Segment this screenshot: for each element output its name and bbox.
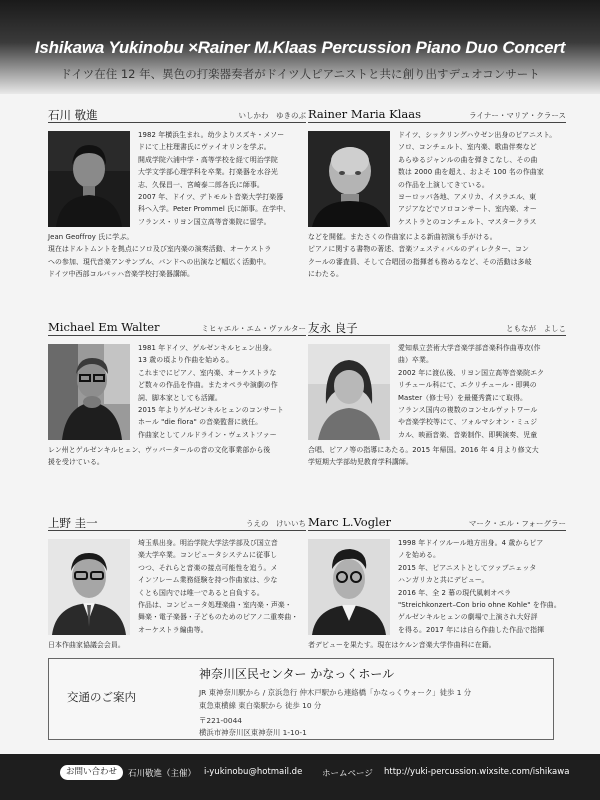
access-box (48, 658, 554, 740)
bio-line: の作品を上演してきている。 (398, 180, 489, 189)
bio-line: 2015 年よりゲルゼンキルヒェンのコンサート (138, 406, 284, 415)
profile-photo (48, 131, 130, 227)
bio-line: フランス・リヨン国立高等音楽院に留学。 (138, 217, 271, 226)
bio-line: 合唱、ピアノ等の指導にあたる。2015 年帰国。2016 年 4 月より修文大 (308, 446, 539, 454)
bio-line: ドイツ、シックリングハウゼン出身のピアニスト。 (398, 131, 557, 139)
bio-line: 2016 年、全 2 幕の現代風刺オペラ (398, 588, 512, 597)
profile-bio-top (398, 342, 566, 441)
access-route-2: 東急東横線 東白楽駅から 徒歩 10 分 (199, 701, 322, 710)
bio-line: つつ、それらと音楽の接点可能性を追う。メ (138, 563, 278, 572)
profile-photo (308, 539, 390, 635)
postal-code: 〒221-0044 (199, 716, 242, 725)
profile-bio-bottom (308, 444, 566, 469)
profile-name: Rainer Maria Klaas (308, 107, 422, 121)
bio-line: リチュール科にて、エクリチュール・即興の (398, 381, 537, 390)
bio-line: 開成学院六浦中学・高等学校を経て明治学院 (138, 155, 278, 164)
bio-line: にわたる。 (308, 270, 343, 279)
bio-line: ヨーロッパ各地、アメリカ、イスラエル、東 (398, 193, 537, 202)
profile-4 (308, 320, 566, 467)
profile-name: Michael Em Walter (48, 320, 160, 334)
bio-line: フランス国内の複数のコンセルヴァトワール (398, 406, 538, 415)
bio-line: ドイツ中西部コルバッハ音楽学校打楽器講師。 (48, 270, 194, 279)
profile-bio-top (138, 537, 306, 636)
profile-1 (48, 107, 306, 279)
bio-line: ドにて上柱理書氏にヴァイオリンを学ぶ。 (138, 143, 271, 152)
profile-header (48, 107, 306, 123)
contact-badge: お問い合わせ (60, 765, 123, 780)
profile-reading: ともなが よしこ (506, 324, 566, 333)
venue-address: 横浜市神奈川区東神奈川 1-10-1 (199, 728, 307, 737)
bio-line: くとも国内では唯一であると自負する。 (138, 588, 264, 597)
bio-line: アジアなどでソロコンサート、室内楽、オー (398, 205, 537, 214)
profile-bio-top (138, 129, 306, 228)
bio-line: 2002 年に渡仏後、リヨン国立高等音楽院エク (398, 368, 545, 377)
bio-line: ど数々の作品を作曲。またオペラや演劇の作 (138, 381, 278, 390)
bio-line: や音楽学校等にて、フォルマシオン・ミュジ (398, 418, 538, 427)
bio-line: 愛知県立芸術大学音楽学部音楽科作曲専攻(作 (398, 344, 541, 352)
bio-line: 舞楽・電子楽器・子どものためのピアノ二重奏曲・ (138, 613, 299, 622)
bio-line: レン州とゲルゼンキルヒェン、ヴッパータールの音の文化事業部から後 (48, 446, 271, 454)
bio-line: クールの審査員、そして合唱団の指揮者も務めるなど、その活動は多岐 (308, 257, 532, 266)
bio-line: への参加、現代音楽アンサンブル、バンドへの出演など幅広く活動中。 (48, 257, 271, 266)
profile-reading: ライナー・マリア・クラース (469, 111, 566, 120)
bio-line: などを開催。またさくの作曲家による新曲初演も手がける。 (308, 233, 497, 241)
bio-line: カル、映画音楽、音楽制作、即興演奏、児童 (398, 430, 538, 439)
bio-line: インフレーム業務経験を持つ作曲家は、少な (138, 576, 278, 585)
profile-bio-bottom (48, 444, 306, 469)
bio-line: 科へ入学。Peter Prommel 氏に師事。在学中、 (138, 205, 291, 214)
bio-line: 1998 年ドイツルール地方出身。4 歳からピア (398, 539, 544, 547)
profile-5 (48, 515, 306, 649)
homepage-label: ホームページ (322, 769, 373, 779)
bio-line: 曲）卒業。 (398, 356, 433, 365)
bio-line: 者デビューを果たす。現在はケルン音楽大学作曲科に在籍。 (308, 641, 496, 649)
contact-name: 石川敬進（主催） (128, 769, 197, 779)
bio-line: 2007 年、ドイツ、デトモルト音楽大学打楽器 (138, 193, 284, 202)
profile-reading: いしかわ ゆきのぶ (238, 111, 306, 120)
bio-line: 学短期大学部幼児教育学科講師。 (308, 458, 413, 467)
bio-line: 1981 年ドイツ、ゲルゼンキルヒェン出身。 (138, 344, 277, 352)
bio-line: 詞、脚本家としても活躍。 (138, 393, 222, 402)
bio-line: 数は 2000 曲を超え、およそ 100 名の作曲家 (398, 168, 544, 177)
bio-line: 13 歳の頃より作曲を始める。 (138, 356, 234, 365)
profile-header (308, 320, 566, 336)
bio-line: オーケストラ編曲等。 (138, 625, 208, 634)
contact-email-link[interactable]: i-yukinobu@hotmail.de (204, 767, 303, 777)
profile-name: 友永 良子 (308, 321, 358, 335)
profile-header (48, 320, 306, 336)
header-banner (0, 0, 600, 94)
profile-6 (308, 515, 566, 649)
profile-header (308, 515, 566, 531)
bio-line: Master（修士号）を最優秀賞にて取得。 (398, 393, 527, 402)
bio-line: ホール "die flora" の音楽監督に就任。 (138, 418, 263, 427)
bio-line: 援を受けている。 (48, 458, 104, 467)
concert-title: Ishikawa Yukinobu ×Rainer M.Klaas Percussion Piano Duo Concert (34, 38, 566, 57)
homepage-link[interactable]: http://yuki-percussion.wixsite.com/ishikawa (384, 767, 570, 777)
bio-line: を得る。2017 年には自ら作曲した作品で指揮 (398, 625, 545, 634)
profile-reading: ミヒャエル・エム・ヴァルター (201, 324, 306, 333)
profile-bio-top (398, 537, 566, 636)
profile-name: Marc L.Vogler (308, 515, 392, 529)
bio-line: 2015 年、ピアニストとしてツァブニェッタ (398, 563, 537, 572)
bio-line: 志、久保昌一、宮崎泰二郎各氏に師事。 (138, 180, 264, 189)
bio-line: ケストラとのコンチェルト、マスタークラス (398, 217, 537, 226)
bio-line: あらゆるジャンルの曲を弾きこなし、その曲 (398, 155, 538, 164)
bio-line: これまでにピアノ、室内楽、オーケストラな (138, 368, 277, 377)
profile-bio-bottom (308, 231, 566, 281)
bio-line: 現在はドルトムントを拠点にソロ及び室内楽の演奏活動、オーケストラ (48, 245, 272, 254)
profile-bio-top (138, 342, 306, 441)
bio-line: 日本作曲家協議会会員。 (48, 641, 125, 649)
bio-line: 埼玉県出身。明治学院大学法学部及び国立音 (138, 539, 278, 547)
bio-line: ソロ、コンチェルト、室内楽、歌曲伴奏など (398, 143, 537, 152)
access-route-1: JR 東神奈川駅から / 京浜急行 仲木戸駅から連絡橋「かなっくウォーク」徒歩 1 分 (199, 688, 472, 697)
profile-3 (48, 320, 306, 467)
profile-photo (308, 344, 390, 440)
access-label: 交通のご案内 (67, 690, 136, 704)
bio-line: ハンガリカと共にデビュー。 (398, 576, 489, 585)
profile-name: 上野 圭一 (48, 516, 98, 530)
bio-line: 1982 年横浜生まれ。幼少よりスズキ・メソー (138, 131, 285, 139)
bio-line: 作品は、コンピュータ処理楽曲・室内楽・声楽・ (138, 601, 292, 610)
profile-bio-bottom (48, 639, 306, 651)
profile-photo (48, 539, 130, 635)
profile-bio-bottom (308, 639, 566, 651)
venue-name: 神奈川区民センター かなっくホール (199, 667, 395, 681)
profile-bio-top (398, 129, 566, 228)
bio-line: Jean Geoffroy 氏に学ぶ。 (48, 233, 134, 241)
bio-line: 楽大学卒業。コンピュータシステムに従事し (138, 551, 278, 560)
bio-line: ノを始める。 (398, 551, 440, 560)
bio-line: 作曲家としてノルドライン・ヴェストファー (138, 430, 277, 439)
profile-name: 石川 敬進 (48, 108, 98, 122)
profile-reading: マーク・エル・フォーグラー (468, 519, 566, 528)
profile-header (48, 515, 306, 531)
bio-line: 大学文学部心理学科を卒業。打楽器を水谷光 (138, 168, 278, 177)
profile-photo (48, 344, 130, 440)
profile-bio-bottom (48, 231, 306, 281)
profile-reading: うえの けいいち (246, 519, 306, 528)
footer-bar (0, 754, 600, 800)
bio-line: ゲルゼンキルヒェンの劇場で上演され大好評 (398, 613, 538, 622)
bio-line: "Streichkonzert–Con brio ohne Kohle" を作曲。 (398, 601, 561, 610)
concert-subtitle: ドイツ在住 12 年、異色の打楽器奏者がドイツ人ピアニストと共に創り出すデュオコンサート (60, 67, 540, 81)
profile-2 (308, 107, 566, 279)
profile-header (308, 107, 566, 123)
profile-photo (308, 131, 390, 227)
bio-line: ピアノに関する書物の著述、音楽フェスティバルのディレクター、コン (308, 245, 530, 254)
